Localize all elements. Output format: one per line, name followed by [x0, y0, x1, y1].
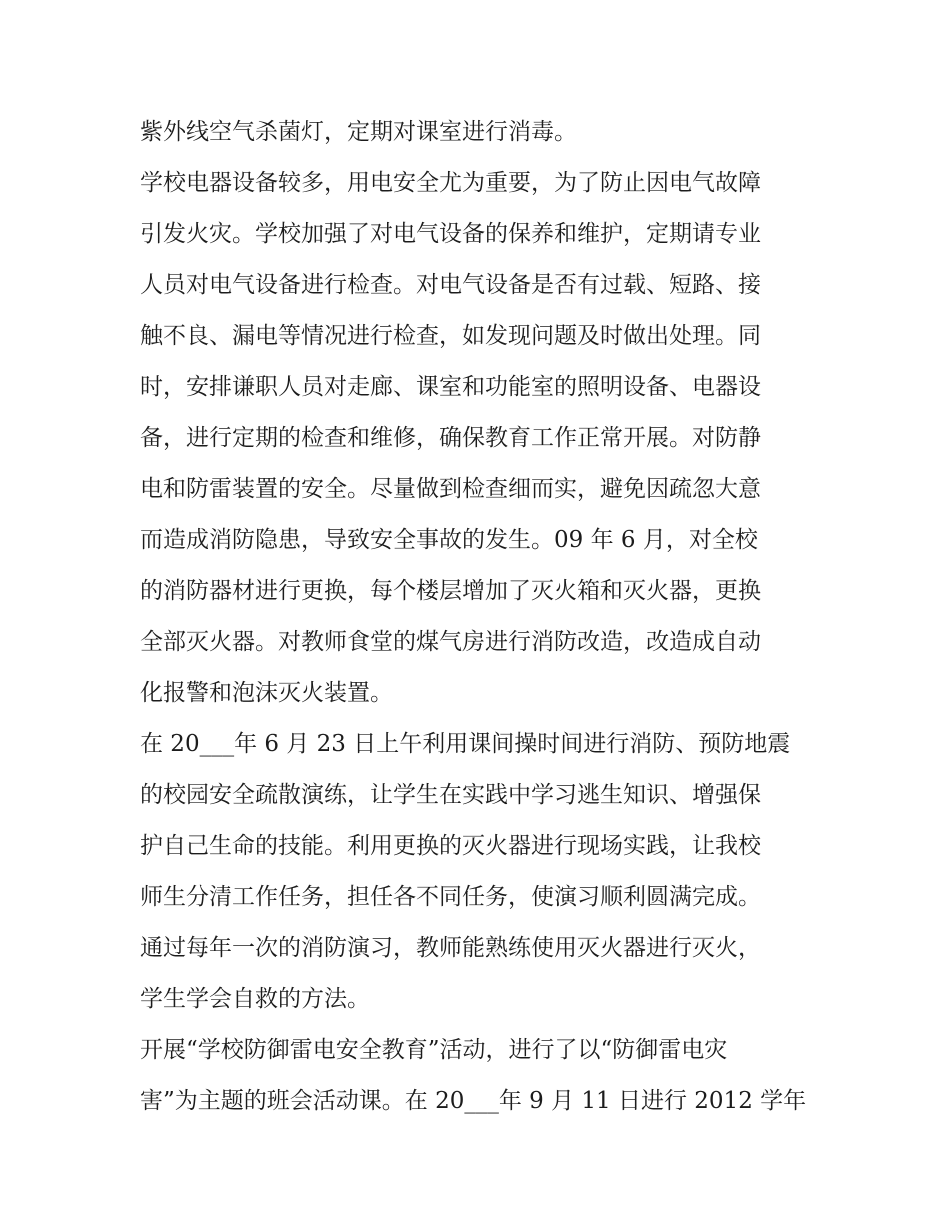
text-line: 紫外线空气杀菌灯，定期对课室进行消毒。 — [140, 119, 577, 145]
text-line: 的消防器材进行更换，每个楼层增加了灭火箱和灭火器，更换 — [140, 578, 761, 604]
text-line: 引发火灾。学校加强了对电气设备的保养和维护，定期请专业 — [140, 221, 761, 247]
text-line: 全部灭火器。对教师食堂的煤气房进行消防改造，改造成自动 — [140, 629, 761, 655]
text-line: 的校园安全疏散演练，让学生在实践中学习逃生知识、增强保 — [140, 782, 761, 808]
text-line: 通过每年一次的消防演习，教师能熟练使用灭火器进行灭火， — [140, 935, 761, 961]
paragraph-disinfection — [140, 107, 820, 158]
text-line: 害”为主题的班会活动课。在 20___年 9 月 11 日进行 2012 学年 — [140, 1088, 807, 1114]
text-line: 学生学会自救的方法。 — [140, 986, 370, 1012]
text-line: 备，进行定期的检查和维修，确保教育工作正常开展。对防静 — [140, 425, 761, 451]
text-line: 护自己生命的技能。利用更换的灭火器进行现场实践，让我校 — [140, 833, 761, 859]
paragraph-electrical-safety — [140, 158, 820, 719]
text-line: 师生分清工作任务，担任各不同任务，使演习顺利圆满完成。 — [140, 884, 761, 910]
paragraph-lightning-education — [140, 1025, 820, 1127]
text-line: 电和防雷装置的安全。尽量做到检查细而实，避免因疏忽大意 — [140, 476, 761, 502]
text-line: 在 20___年 6 月 23 日上午利用课间操时间进行消防、预防地震 — [140, 731, 791, 757]
text-line: 化报警和泡沫灭火装置。 — [140, 680, 393, 706]
text-line: 时，安排谦职人员对走廊、课室和功能室的照明设备、电器设 — [140, 374, 761, 400]
document-body — [140, 107, 820, 1127]
text-line: 触不良、漏电等情况进行检查，如发现问题及时做出处理。同 — [140, 323, 761, 349]
text-line: 开展“学校防御雷电安全教育”活动，进行了以“防御雷电灾 — [140, 1037, 728, 1063]
text-line: 学校电器设备较多，用电安全尤为重要，为了防止因电气故障 — [140, 170, 761, 196]
text-line: 而造成消防隐患，导致安全事故的发生。09 年 6 月，对全校 — [140, 527, 758, 553]
paragraph-evacuation-drill — [140, 719, 820, 1025]
text-line: 人员对电气设备进行检查。对电气设备是否有过载、短路、接 — [140, 272, 761, 298]
